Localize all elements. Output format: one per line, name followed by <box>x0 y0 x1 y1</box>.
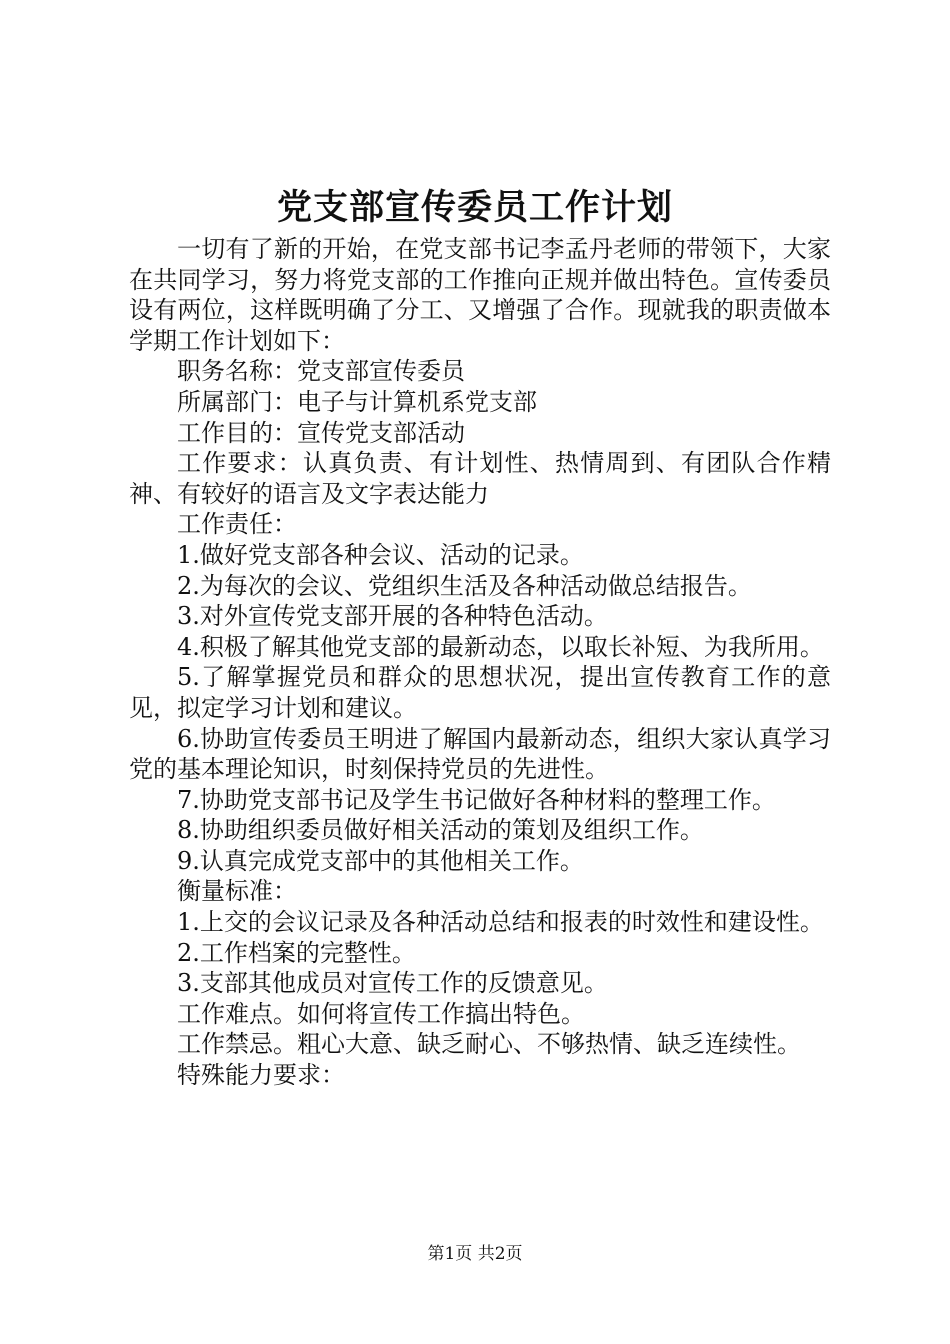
responsibility-item: 3.对外宣传党支部开展的各种特色活动。 <box>177 602 608 631</box>
responsibility-item: 9.认真完成党支部中的其他相关工作。 <box>177 846 584 875</box>
paragraph-difficulty: 工作难点。如何将宣传工作搞出特色。 <box>177 999 585 1028</box>
responsibility-item: 7.协助党支部书记及学生书记做好各种材料的整理工作。 <box>177 785 776 814</box>
responsibility-item: 4.积极了解其他党支部的最新动态，以取长补短、为我所用。 <box>177 632 824 661</box>
paragraph-requirements: 工作要求：认真负责、有计划性、热情周到、有团队合作精神、有较好的语言及文字表达能力 <box>129 449 831 508</box>
paragraph-job-title: 职务名称：党支部宣传委员 <box>177 357 465 386</box>
standard-item: 3.支部其他成员对宣传工作的反馈意见。 <box>177 969 608 998</box>
responsibility-item: 6.协助宣传委员王明进了解国内最新动态，组织大家认真学习党的基本理论知识，时刻保持党员的先进性。 <box>129 724 831 784</box>
paragraph-responsibilities-heading: 工作责任： <box>177 510 297 539</box>
responsibility-item: 5.了解掌握党员和群众的思想状况，提出宣传教育工作的意见，拟定学习计划和建议。 <box>129 663 831 722</box>
paragraph-intro: 一切有了新的开始，在党支部书记李孟丹老师的带领下，大家在共同学习，努力将党支部的工作推向正规并做出特色。宣传委员设有两位，这样既明确了分工、又增强了合作。现就我的职责做本学期工作计划如下： <box>129 235 831 355</box>
paragraph-standards-heading: 衡量标准： <box>177 877 297 906</box>
document-body <box>129 234 831 1091</box>
responsibility-item: 8.协助组织委员做好相关活动的策划及组织工作。 <box>177 816 704 845</box>
standard-item: 2.工作档案的完整性。 <box>177 938 416 967</box>
paragraph-department: 所属部门：电子与计算机系党支部 <box>177 387 537 416</box>
responsibility-item: 2.为每次的会议、党组织生活及各种活动做总结报告。 <box>177 571 752 600</box>
paragraph-purpose: 工作目的：宣传党支部活动 <box>177 418 465 447</box>
responsibility-item: 1.做好党支部各种会议、活动的记录。 <box>177 540 584 569</box>
paragraph-taboos: 工作禁忌。粗心大意、缺乏耐心、不够热情、缺乏连续性。 <box>177 1030 801 1059</box>
standard-item: 1.上交的会议记录及各种活动总结和报表的时效性和建设性。 <box>177 908 824 937</box>
paragraph-special-abilities: 特殊能力要求： <box>177 1061 345 1090</box>
document-title: 党支部宣传委员工作计划 <box>276 187 673 228</box>
page-footer: 第1页 共2页 <box>427 1244 523 1264</box>
